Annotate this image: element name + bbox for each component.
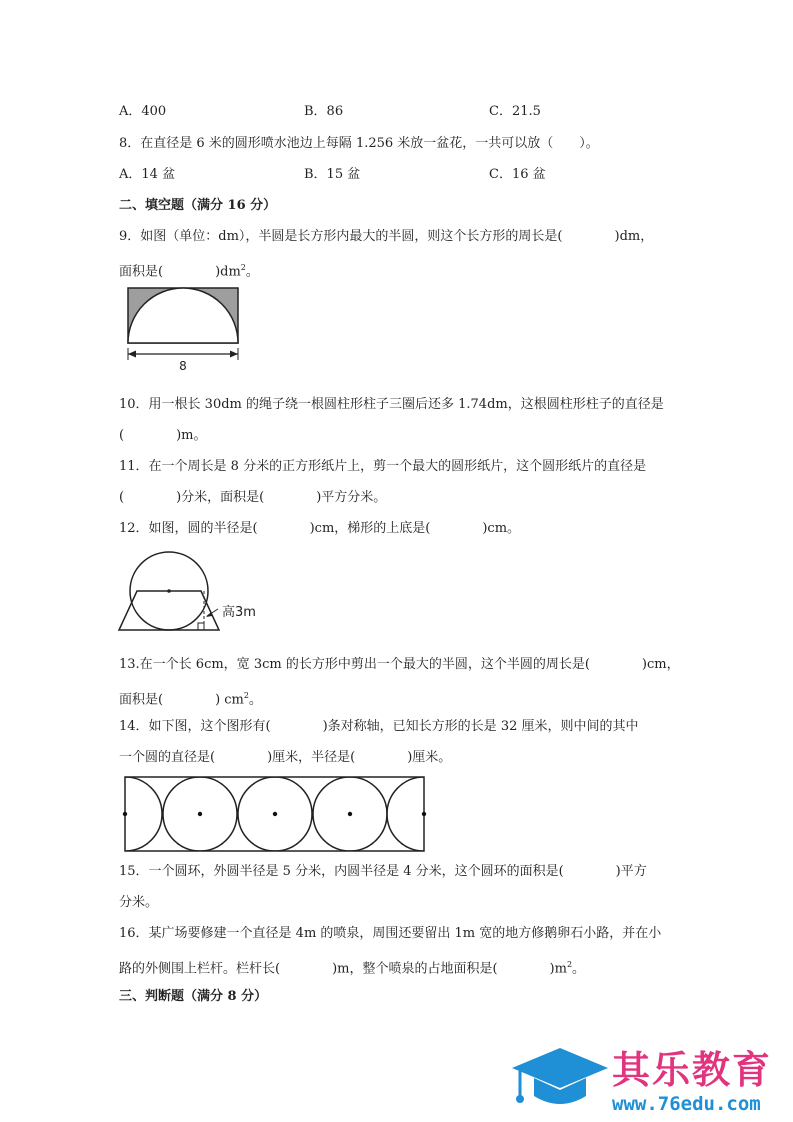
q8-option-a: A．14 盆 [119,167,176,182]
q14-dot-1 [198,812,202,816]
q11-line-1: 11．在一个周长是 8 分米的正方形纸片上，剪一个最大的圆形纸片，这个圆形纸片的直径是 [119,459,647,474]
q9-line-2-end: 。 [245,264,259,280]
brand-name: 其乐教育 [612,1048,773,1092]
q12-figure-label: 高3m [222,605,256,620]
q13-superscript: 2 [243,691,249,700]
q11-line-2: ( )分米，面积是( )平方分米。 [119,490,387,505]
q14-dot-left [123,812,127,816]
q8-option-c: C．16 盆 [489,167,546,182]
q13-line-2-end: 。 [248,692,262,708]
q9-arrow-left [128,351,136,358]
q13-line-2 [119,686,262,710]
q12-right-angle-mark [198,623,204,630]
q8-option-b: B．15 盆 [304,167,361,182]
q10-line-2: ( )m。 [119,428,207,443]
q9-superscript: 2 [240,263,246,272]
q16-superscript: 2 [566,960,573,969]
q13-line-1: 13.在一个长 6cm，宽 3cm 的长方形中剪出一个最大的半圆，这个半圆的周长是( )cm， [119,657,680,672]
q16-line-2-text: 路的外侧围上栏杆。栏杆长( )m，整个喷泉的占地面积是( )m [119,961,567,977]
q16-line-1: 16．某广场要修建一个直径是 4m 的喷泉，周围还要留出 1m 宽的地方修鹅卵石小路，并在小 [119,926,662,941]
q7-option-c: C．21.5 [489,104,541,119]
section-3-title: 三、判断题（满分 8 分） [119,989,268,1004]
q12-line-1: 12．如图，圆的半径是( )cm，梯形的上底是( )cm。 [119,521,521,536]
q16-line-2 [119,955,585,979]
q15-line-1: 15．一个圆环，外圆半径是 5 分米，内圆半径是 4 分米，这个圆环的面积是( )平方 [119,864,647,879]
q14-dot-right [422,812,426,816]
q9-line-1: 9．如图（单位：dm），半圆是长方形内最大的半圆，则这个长方形的周长是( )dm， [119,229,654,244]
graduation-cap-icon [510,1046,610,1116]
q15-line-2: 分米。 [119,895,159,910]
q12-figure [116,546,276,636]
q10-line-1: 10．用一根长 30dm 的绳子绕一根圆柱形柱子三圈后还多 1.74dm，这根圆柱形柱子的直径是 [119,397,664,412]
q9-figure-label: 8 [179,359,187,373]
q13-line-2-text: 面积是( ) cm [119,692,244,708]
q9-figure [124,284,244,376]
q14-dot-3 [348,812,352,816]
brand-url: www.76edu.com [612,1093,761,1115]
q7-option-a: A．400 [119,104,167,119]
section-2-title: 二、填空题（满分 16 分） [119,198,277,213]
q16-line-2-end: 。 [572,961,586,977]
q9-arrow-right [230,351,238,358]
q14-line-1: 14．如下图，这个图形有( )条对称轴，已知长方形的长是 32 厘米，则中间的其中 [119,719,639,734]
q7-option-b: B．86 [304,104,344,119]
q9-line-2 [119,258,259,282]
q12-center-dot [167,589,171,593]
q14-line-2: 一个圆的直径是( )厘米，半径是( )厘米。 [119,750,452,765]
q8-text: 8．在直径是 6 米的圆形喷水池边上每隔 1.256 米放一盆花，一共可以放（ ）。 [119,136,599,151]
q9-line-2-text: 面积是( )dm [119,264,241,280]
q14-dot-2 [273,812,277,816]
q14-figure [120,774,430,856]
